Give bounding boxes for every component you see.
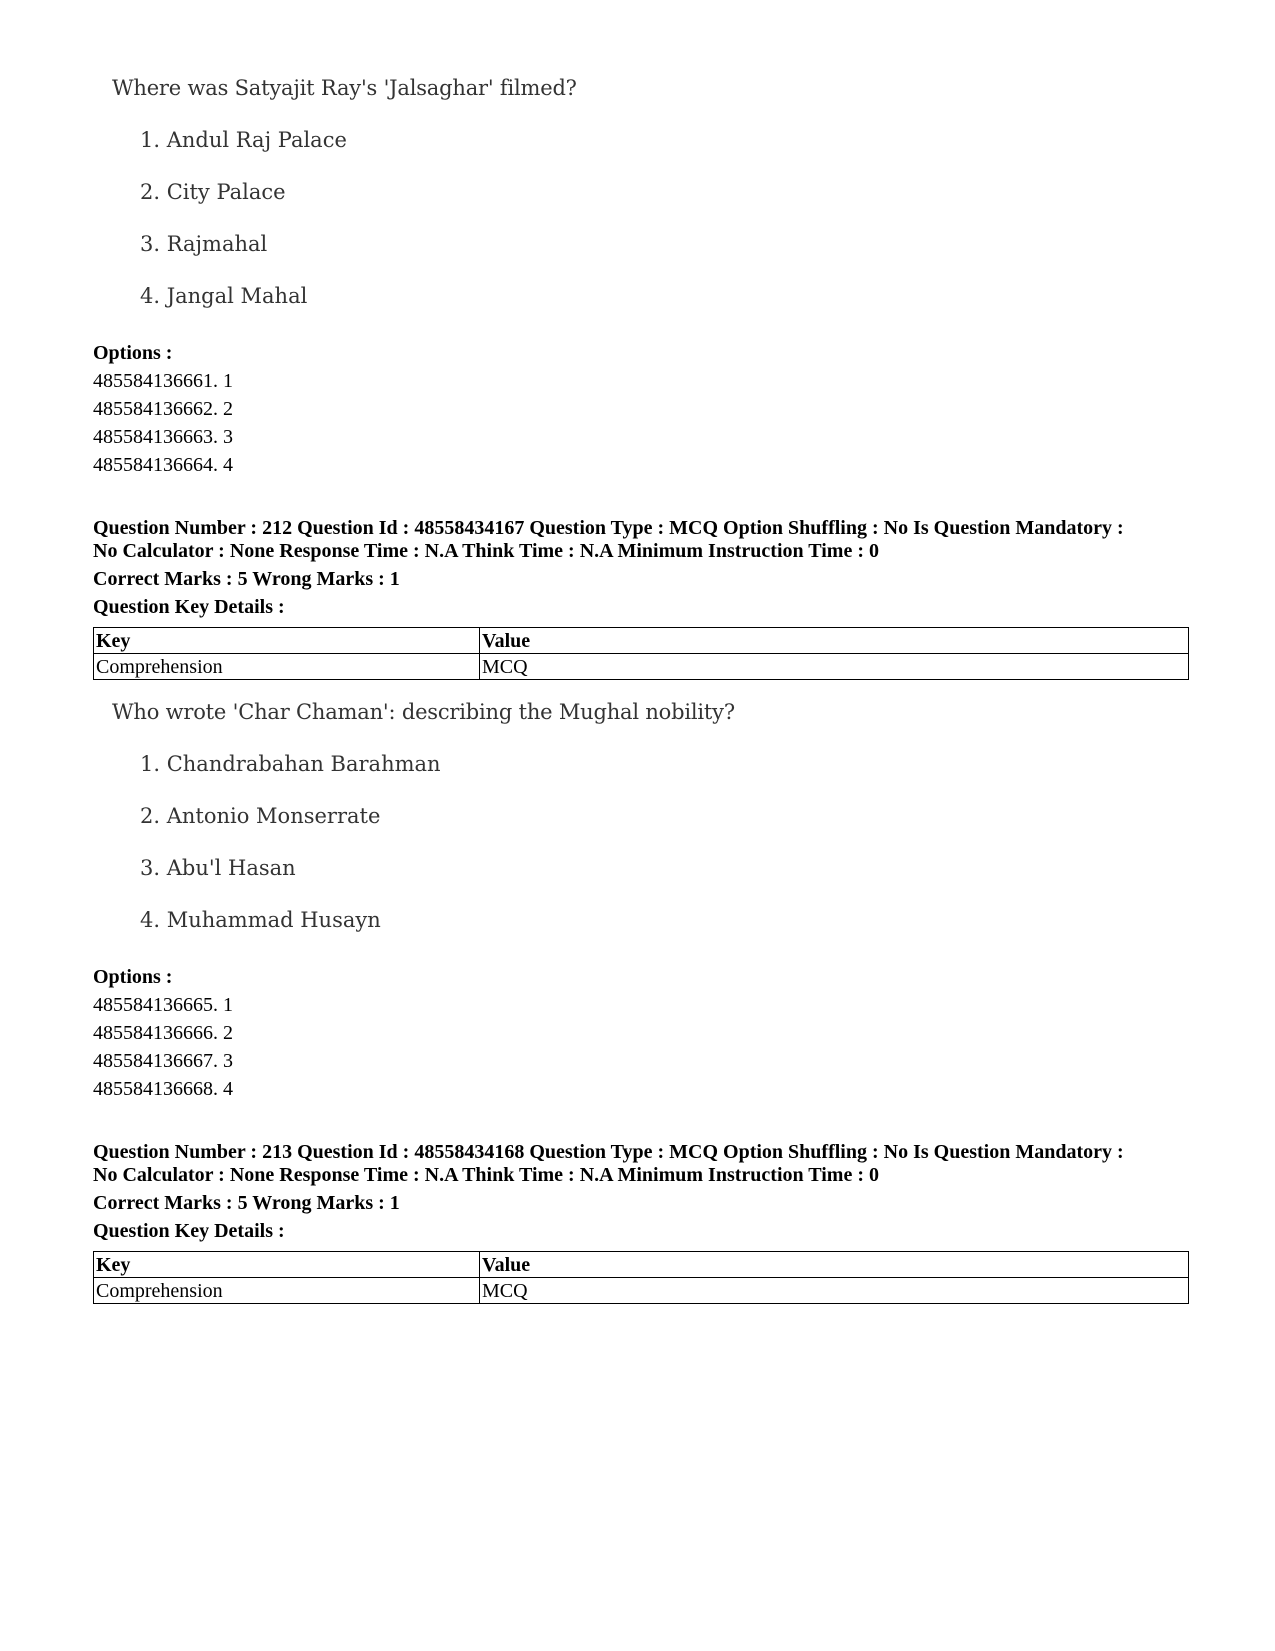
table-row [94,1278,1189,1304]
table-row [94,654,1189,680]
key-details-label: Question Key Details : [93,596,285,618]
choice-item: 3. Rajmahal [140,232,268,256]
table-header-value: Value [480,628,1189,654]
choice-item: 4. Muhammad Husayn [140,908,381,932]
marks-line: Correct Marks : 5 Wrong Marks : 1 [93,1192,400,1214]
choice-item: 2. Antonio Monserrate [140,804,381,828]
options-label: Options : [93,966,173,988]
question-meta-line2: No Calculator : None Response Time : N.A Think Time : N.A Minimum Instruction Time : 0 [93,1164,879,1186]
choice-item: 3. Abu'l Hasan [140,856,296,880]
table-header-key: Key [94,1252,480,1278]
question-image-1 [112,73,577,308]
question-text: Who wrote 'Char Chaman': describing the Mughal nobility? [112,700,735,724]
question-image-2 [112,697,735,932]
key-details-label: Question Key Details : [93,1220,285,1242]
choice-item: 1. Chandrabahan Barahman [140,752,441,776]
question-meta-line1: Question Number : 212 Question Id : 48558434167 Question Type : MCQ Option Shuffling : No Is Question Mandatory : [93,517,1124,539]
option-row: 485584136668. 4 [93,1078,233,1100]
table-header-value: Value [480,1252,1189,1278]
option-row: 485584136661. 1 [93,370,233,392]
table-cell-key: Comprehension [94,1278,480,1304]
table-cell-value: MCQ [480,654,1189,680]
option-row: 485584136663. 3 [93,426,233,448]
option-row: 485584136667. 3 [93,1050,233,1072]
options-label: Options : [93,342,173,364]
option-row: 485584136662. 2 [93,398,233,420]
key-details-table [93,1251,1189,1304]
option-row: 485584136664. 4 [93,454,233,476]
table-cell-key: Comprehension [94,654,480,680]
key-details-table [93,627,1189,680]
choice-item: 1. Andul Raj Palace [140,128,347,152]
table-header-row [94,1252,1189,1278]
question-meta-line1: Question Number : 213 Question Id : 48558434168 Question Type : MCQ Option Shuffling : No Is Question Mandatory : [93,1141,1124,1163]
choice-item: 2. City Palace [140,180,286,204]
table-cell-value: MCQ [480,1278,1189,1304]
question-text: Where was Satyajit Ray's 'Jalsaghar' filmed? [112,76,577,100]
option-row: 485584136665. 1 [93,994,233,1016]
option-row: 485584136666. 2 [93,1022,233,1044]
table-header-row [94,628,1189,654]
table-header-key: Key [94,628,480,654]
marks-line: Correct Marks : 5 Wrong Marks : 1 [93,568,400,590]
choice-item: 4. Jangal Mahal [140,284,308,308]
question-meta-line2: No Calculator : None Response Time : N.A Think Time : N.A Minimum Instruction Time : 0 [93,540,879,562]
